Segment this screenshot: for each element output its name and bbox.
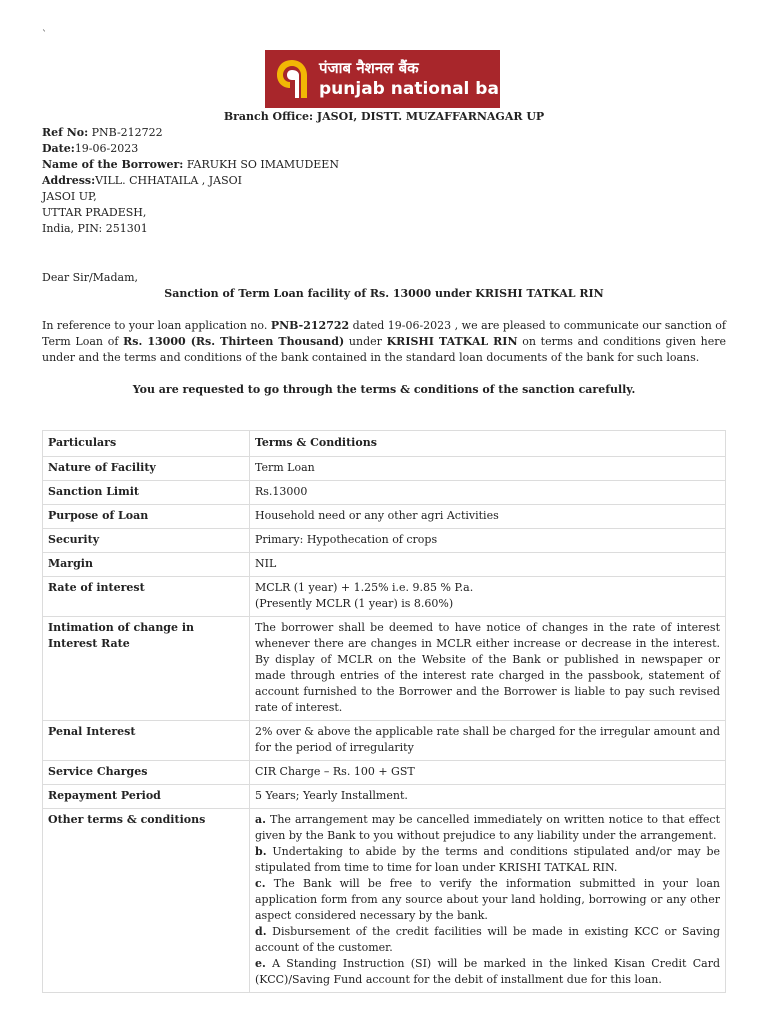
table-header-row (43, 431, 726, 457)
item-marker: b. (255, 845, 267, 858)
row-value: 5 Years; Yearly Installment. (250, 785, 726, 809)
item-text: A Standing Instruction (SI) will be marked in the linked Kisan Credit Card (KCC)/Saving Fund account for the debit of installment due for this loan. (255, 957, 720, 986)
branch-office: Branch Office: JASOI, DISTT. MUZAFFARNAGAR UP (223, 110, 545, 123)
loan-amount: Rs. 13000 (Rs. Thirteen Thousand) (123, 335, 345, 348)
row-key: Margin (43, 553, 250, 577)
stray-mark: ` (42, 30, 47, 41)
para-text-2: dated 19-06-2023 , we are pleased to communicate our sanction of Term Loan of (42, 319, 726, 348)
item-marker: e. (255, 957, 266, 970)
intro-paragraph (42, 318, 726, 366)
address-value-1: VILL. CHHATAILA , JASOI (95, 174, 243, 187)
list-item (255, 924, 720, 956)
item-text: The Bank will be free to verify the information submitted in your loan application form from any source about your land holding, borrowing or any other aspect considered necessary by the bank. (255, 877, 720, 922)
row-value: Primary: Hypothecation of crops (250, 529, 726, 553)
ref-line (42, 125, 339, 141)
address-block (42, 125, 339, 237)
borrower-label: Name of the Borrower: (42, 158, 184, 171)
row-key: Security (43, 529, 250, 553)
terms-table (42, 430, 726, 993)
header-terms: Terms & Conditions (250, 431, 726, 457)
item-text: Undertaking to abide by the terms and conditions stipulated and/or may be stipulated from time to time for loan under KRISHI TATKAL RIN. (255, 845, 720, 874)
table-row (43, 761, 726, 785)
date-label: Date: (42, 142, 75, 155)
table-row (43, 809, 726, 993)
table-row (43, 457, 726, 481)
ref-value: PNB-212722 (88, 126, 163, 139)
borrower-value: FARUKH SO IMAMUDEEN (183, 158, 339, 171)
row-key: Nature of Facility (43, 457, 250, 481)
table-row (43, 617, 726, 721)
row-key: Purpose of Loan (43, 505, 250, 529)
item-marker: d. (255, 925, 267, 938)
row-key: Repayment Period (43, 785, 250, 809)
row-key: Sanction Limit (43, 481, 250, 505)
row-key: Intimation of change in Interest Rate (43, 617, 250, 721)
item-marker: c. (255, 877, 266, 890)
mclr-note-line: (Presently MCLR (1 year) is 8.60%) (255, 597, 454, 610)
table-row (43, 577, 726, 617)
application-number: PNB-212722 (270, 319, 350, 332)
row-value: Household need or any other agri Activities (250, 505, 726, 529)
table-row (43, 553, 726, 577)
item-marker: a. (255, 813, 266, 826)
table-row (43, 785, 726, 809)
row-value: Rs.13000 (250, 481, 726, 505)
item-text: Disbursement of the credit facilities will be made in existing KCC or Saving account of the customer. (255, 925, 720, 954)
para-text-4: on terms and conditions given here under and the terms and conditions of the bank contained in the standard loan documents of the bank for such loans. (42, 335, 726, 364)
para-text-3: under (344, 335, 387, 348)
table-row (43, 481, 726, 505)
para-text-1: In reference to your loan application no. (42, 319, 271, 332)
row-value: NIL (250, 553, 726, 577)
list-item (255, 844, 720, 876)
salutation: Dear Sir/Madam, (42, 271, 139, 284)
row-value (250, 577, 726, 617)
row-value: CIR Charge – Rs. 100 + GST (250, 761, 726, 785)
row-value: The borrower shall be deemed to have notice of changes in the rate of interest whenever there are changes in MCLR either increase or decrease in the interest. By display of MCLR on the Website of the Bank or published in newspaper or made through entries of the interest rate charged in the passbook, statement of account furnished to the Borrower and the Borrower is liable to pay such revised rate of interest. (250, 617, 726, 721)
table-row (43, 721, 726, 761)
interest-rate-line: MCLR (1 year) + 1.25% i.e. 9.85 % P.a. (255, 581, 474, 594)
address-line-4: India, PIN: 251301 (42, 222, 148, 235)
logo-hindi-text: पंजाब नैशनल बैंक (319, 59, 419, 77)
row-value: 2% over & above the applicable rate shall be charged for the irregular amount and for the period of irregularity (250, 721, 726, 761)
address-line-3: UTTAR PRADESH, (42, 206, 147, 219)
address-line-1 (42, 173, 339, 189)
header-particulars: Particulars (43, 431, 250, 457)
row-value: Term Loan (250, 457, 726, 481)
row-key: Rate of interest (43, 577, 250, 617)
subject-line: Sanction of Term Loan facility of Rs. 13000 under KRISHI TATKAL RIN (164, 287, 604, 300)
row-value (250, 809, 726, 993)
address-line-2: JASOI UP, (42, 190, 97, 203)
row-key: Service Charges (43, 761, 250, 785)
table-row (43, 529, 726, 553)
row-key: Penal Interest (43, 721, 250, 761)
list-item (255, 876, 720, 924)
ref-label: Ref No: (42, 126, 89, 139)
borrower-line (42, 157, 339, 173)
bank-logo (265, 50, 523, 108)
list-item (255, 812, 720, 844)
scheme-name: KRISHI TATKAL RIN (386, 335, 518, 348)
request-note: You are requested to go through the terms & conditions of the sanction carefully. (132, 383, 636, 396)
list-item (255, 956, 720, 988)
logo-english-text: punjab national bank (319, 79, 523, 99)
date-line (42, 141, 339, 157)
date-value: 19-06-2023 (74, 142, 139, 155)
table-row (43, 505, 726, 529)
row-key: Other terms & conditions (43, 809, 250, 993)
pnb-emblem-icon (273, 56, 311, 102)
item-text: The arrangement may be cancelled immediately on written notice to that effect given by the Bank to you without prejudice to any liability under the arrangement. (255, 813, 720, 842)
address-label: Address: (42, 174, 96, 187)
